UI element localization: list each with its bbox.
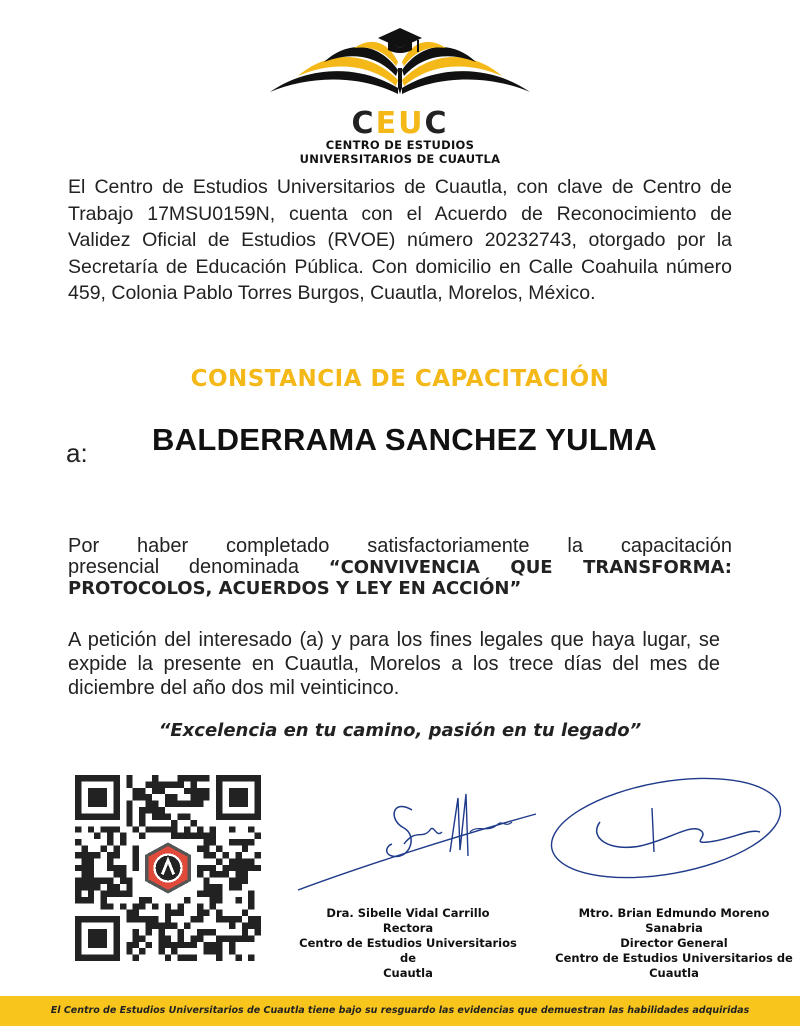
recipient-prefix: a: (66, 438, 88, 468)
signatory-name: Dra. Sibelle Vidal Carrillo (326, 906, 490, 920)
signature-rectora (292, 780, 542, 900)
signatory-org-city: Cuautla (383, 966, 433, 980)
signatory-org: Centro de Estudios Universitarios de (555, 951, 793, 965)
footer-bar (0, 996, 800, 1026)
course-title-2: PROTOCOLOS, ACUERDOS Y LEY EN ACCIÓN” (68, 578, 522, 599)
recipient-name: BALDERRAMA SANCHEZ YULMA (152, 422, 657, 457)
completion-line-1: Por haber completado satisfactoriamente la capacitación (68, 535, 732, 557)
signatory-org-city: Cuautla (649, 966, 699, 980)
completion-line-2: presencial denominada “CONVIVENCIA QUE TRANSFORMA: (68, 556, 732, 578)
intro-paragraph: El Centro de Estudios Universitarios de Cuautla, con clave de Centro de Trabajo 17MSU0159N, cuenta con el Acuerdo de Reconocimiento de Validez Oficial de Estudios (RVOE) número 20232743, otorgado por la Secretaría de Educación Pública. Con domicilio en Calle Coahuila número 459, Colonia Pablo Torres Burgos, Cuautla, Morelos, México. (68, 176, 732, 304)
signatory-role: Director General (620, 936, 728, 950)
logo-wordmark: CEUC (351, 106, 449, 141)
open-book-graduation-cap-icon (268, 14, 532, 106)
qr-center-badge-icon (142, 842, 193, 893)
footer-note: El Centro de Estudios Universitarios de Cuautla tiene bajo su resguardo las evidencias que demuestran las habilidades adquiridas (50, 1005, 750, 1016)
course-title-1: “CONVIVENCIA QUE TRANSFORMA: (328, 557, 732, 578)
logo-subtitle-1: CENTRO DE ESTUDIOS (325, 138, 475, 152)
signatory-role: Rectora (382, 921, 434, 935)
motto: “Excelencia en tu camino, pasión en tu legado” (158, 720, 642, 741)
completion-paragraph (68, 536, 732, 599)
institution-logo (268, 14, 532, 164)
signatory-rectora (290, 906, 526, 981)
signature-director (540, 768, 790, 888)
qr-code[interactable] (75, 775, 261, 961)
signatory-name: Mtro. Brian Edmundo Moreno Sanabria (578, 906, 770, 935)
logo-subtitle-2: UNIVERSITARIOS DE CUAUTLA (299, 152, 501, 166)
signatory-director (548, 906, 800, 981)
certificate-heading: CONSTANCIA DE CAPACITACIÓN (190, 366, 610, 392)
signatory-org: Centro de Estudios Universitarios de (299, 936, 517, 965)
issuance-paragraph: A petición del interesado (a) y para los fines legales que haya lugar, se expide la presente en Cuautla, Morelos a los trece días del mes de diciembre del año dos mil veinticinco. (68, 629, 720, 699)
